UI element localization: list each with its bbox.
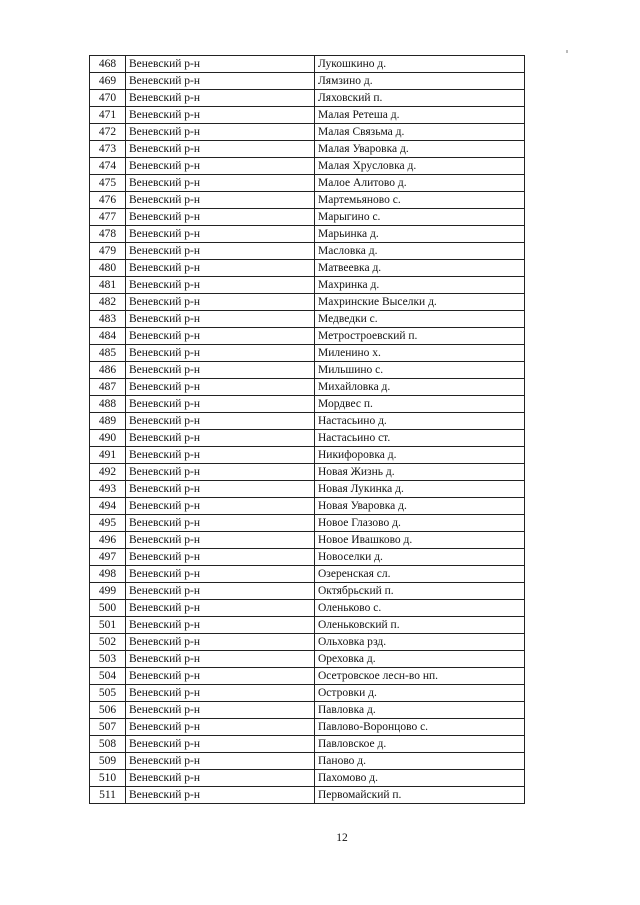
settlement-cell: Лукошкино д.	[315, 56, 525, 73]
table-row	[90, 56, 525, 73]
district-cell: Веневский р-н	[126, 413, 315, 430]
district-cell: Веневский р-н	[126, 515, 315, 532]
table-row	[90, 396, 525, 413]
district-cell: Веневский р-н	[126, 736, 315, 753]
district-cell: Веневский р-н	[126, 668, 315, 685]
row-number-cell: 510	[90, 770, 126, 787]
table-row	[90, 481, 525, 498]
table-row	[90, 243, 525, 260]
settlement-cell: Ольховка рзд.	[315, 634, 525, 651]
settlement-cell: Махринские Выселки д.	[315, 294, 525, 311]
settlements-table	[89, 55, 525, 804]
district-cell: Веневский р-н	[126, 311, 315, 328]
district-cell: Веневский р-н	[126, 260, 315, 277]
row-number-cell: 483	[90, 311, 126, 328]
table-row	[90, 566, 525, 583]
settlement-cell: Павловка д.	[315, 702, 525, 719]
settlement-cell: Октябрьский п.	[315, 583, 525, 600]
settlement-cell: Настасьино ст.	[315, 430, 525, 447]
settlement-cell: Осетровское лесн-во нп.	[315, 668, 525, 685]
row-number-cell: 470	[90, 90, 126, 107]
district-cell: Веневский р-н	[126, 379, 315, 396]
district-cell: Веневский р-н	[126, 430, 315, 447]
table-row	[90, 464, 525, 481]
table-row	[90, 498, 525, 515]
row-number-cell: 489	[90, 413, 126, 430]
settlement-cell: Малая Хрусловка д.	[315, 158, 525, 175]
settlement-cell: Медведки с.	[315, 311, 525, 328]
table-row	[90, 668, 525, 685]
settlement-cell: Махринка д.	[315, 277, 525, 294]
district-cell: Веневский р-н	[126, 226, 315, 243]
row-number-cell: 494	[90, 498, 126, 515]
table-row	[90, 294, 525, 311]
row-number-cell: 504	[90, 668, 126, 685]
district-cell: Веневский р-н	[126, 328, 315, 345]
settlement-cell: Малое Алитово д.	[315, 175, 525, 192]
row-number-cell: 478	[90, 226, 126, 243]
table-row	[90, 515, 525, 532]
settlement-cell: Мартемьяново с.	[315, 192, 525, 209]
row-number-cell: 509	[90, 753, 126, 770]
district-cell: Веневский р-н	[126, 124, 315, 141]
row-number-cell: 469	[90, 73, 126, 90]
table-row	[90, 583, 525, 600]
table-row	[90, 90, 525, 107]
settlement-cell: Паново д.	[315, 753, 525, 770]
row-number-cell: 474	[90, 158, 126, 175]
district-cell: Веневский р-н	[126, 243, 315, 260]
settlement-cell: Ореховка д.	[315, 651, 525, 668]
settlement-cell: Метростроевский п.	[315, 328, 525, 345]
settlement-cell: Матвеевка д.	[315, 260, 525, 277]
row-number-cell: 491	[90, 447, 126, 464]
settlement-cell: Павлово-Воронцово с.	[315, 719, 525, 736]
table-row	[90, 430, 525, 447]
district-cell: Веневский р-н	[126, 702, 315, 719]
row-number-cell: 505	[90, 685, 126, 702]
settlement-cell: Масловка д.	[315, 243, 525, 260]
district-cell: Веневский р-н	[126, 583, 315, 600]
district-cell: Веневский р-н	[126, 617, 315, 634]
district-cell: Веневский р-н	[126, 481, 315, 498]
table-row	[90, 447, 525, 464]
table-row	[90, 107, 525, 124]
settlement-cell: Ляховский п.	[315, 90, 525, 107]
district-cell: Веневский р-н	[126, 362, 315, 379]
settlement-cell: Лямзино д.	[315, 73, 525, 90]
district-cell: Веневский р-н	[126, 634, 315, 651]
row-number-cell: 476	[90, 192, 126, 209]
row-number-cell: 493	[90, 481, 126, 498]
row-number-cell: 502	[90, 634, 126, 651]
table-row	[90, 124, 525, 141]
district-cell: Веневский р-н	[126, 345, 315, 362]
settlement-cell: Новая Жизнь д.	[315, 464, 525, 481]
row-number-cell: 484	[90, 328, 126, 345]
settlement-cell: Оленьково с.	[315, 600, 525, 617]
row-number-cell: 485	[90, 345, 126, 362]
table-row	[90, 277, 525, 294]
settlement-cell: Настасьино д.	[315, 413, 525, 430]
settlement-cell: Озеренская сл.	[315, 566, 525, 583]
settlement-cell: Новая Лукинка д.	[315, 481, 525, 498]
district-cell: Веневский р-н	[126, 447, 315, 464]
row-number-cell: 496	[90, 532, 126, 549]
row-number-cell: 495	[90, 515, 126, 532]
table-row	[90, 311, 525, 328]
table-row	[90, 141, 525, 158]
table-row	[90, 175, 525, 192]
settlement-cell: Малая Связьма д.	[315, 124, 525, 141]
row-number-cell: 499	[90, 583, 126, 600]
settlement-cell: Малая Ретеша д.	[315, 107, 525, 124]
settlement-cell: Марыгино с.	[315, 209, 525, 226]
row-number-cell: 490	[90, 430, 126, 447]
settlement-cell: Новое Глазово д.	[315, 515, 525, 532]
district-cell: Веневский р-н	[126, 141, 315, 158]
table-row	[90, 702, 525, 719]
margin-mark	[566, 50, 568, 53]
row-number-cell: 479	[90, 243, 126, 260]
table-row	[90, 328, 525, 345]
table-row	[90, 617, 525, 634]
table-row	[90, 736, 525, 753]
row-number-cell: 486	[90, 362, 126, 379]
settlement-cell: Островки д.	[315, 685, 525, 702]
row-number-cell: 481	[90, 277, 126, 294]
table-row	[90, 226, 525, 243]
district-cell: Веневский р-н	[126, 549, 315, 566]
page-number: 12	[336, 832, 348, 844]
district-cell: Веневский р-н	[126, 600, 315, 617]
district-cell: Веневский р-н	[126, 685, 315, 702]
table-row	[90, 362, 525, 379]
settlement-cell: Павловское д.	[315, 736, 525, 753]
settlement-cell: Пахомово д.	[315, 770, 525, 787]
table-row	[90, 634, 525, 651]
row-number-cell: 475	[90, 175, 126, 192]
row-number-cell: 480	[90, 260, 126, 277]
district-cell: Веневский р-н	[126, 209, 315, 226]
table-row	[90, 770, 525, 787]
row-number-cell: 508	[90, 736, 126, 753]
district-cell: Веневский р-н	[126, 73, 315, 90]
settlements-table-body	[90, 56, 525, 804]
district-cell: Веневский р-н	[126, 719, 315, 736]
district-cell: Веневский р-н	[126, 90, 315, 107]
row-number-cell: 472	[90, 124, 126, 141]
district-cell: Веневский р-н	[126, 532, 315, 549]
table-row	[90, 158, 525, 175]
settlement-cell: Новое Ивашково д.	[315, 532, 525, 549]
settlement-cell: Малая Уваровка д.	[315, 141, 525, 158]
table-row	[90, 345, 525, 362]
district-cell: Веневский р-н	[126, 56, 315, 73]
district-cell: Веневский р-н	[126, 175, 315, 192]
settlement-cell: Оленьковский п.	[315, 617, 525, 634]
row-number-cell: 500	[90, 600, 126, 617]
district-cell: Веневский р-н	[126, 192, 315, 209]
settlement-cell: Михайловка д.	[315, 379, 525, 396]
row-number-cell: 503	[90, 651, 126, 668]
settlement-cell: Первомайский п.	[315, 787, 525, 804]
settlement-cell: Никифоровка д.	[315, 447, 525, 464]
district-cell: Веневский р-н	[126, 158, 315, 175]
table-row	[90, 260, 525, 277]
row-number-cell: 506	[90, 702, 126, 719]
table-row	[90, 787, 525, 804]
settlement-cell: Мордвес п.	[315, 396, 525, 413]
table-row	[90, 532, 525, 549]
row-number-cell: 468	[90, 56, 126, 73]
district-cell: Веневский р-н	[126, 396, 315, 413]
table-row	[90, 651, 525, 668]
district-cell: Веневский р-н	[126, 566, 315, 583]
row-number-cell: 507	[90, 719, 126, 736]
row-number-cell: 492	[90, 464, 126, 481]
table-row	[90, 73, 525, 90]
row-number-cell: 471	[90, 107, 126, 124]
table-row	[90, 719, 525, 736]
settlement-cell: Миленино х.	[315, 345, 525, 362]
table-row	[90, 549, 525, 566]
row-number-cell: 498	[90, 566, 126, 583]
row-number-cell: 473	[90, 141, 126, 158]
row-number-cell: 501	[90, 617, 126, 634]
table-row	[90, 753, 525, 770]
table-row	[90, 685, 525, 702]
settlement-cell: Новоселки д.	[315, 549, 525, 566]
district-cell: Веневский р-н	[126, 294, 315, 311]
table-row	[90, 209, 525, 226]
row-number-cell: 488	[90, 396, 126, 413]
row-number-cell: 477	[90, 209, 126, 226]
district-cell: Веневский р-н	[126, 753, 315, 770]
table-row	[90, 600, 525, 617]
table-row	[90, 413, 525, 430]
row-number-cell: 487	[90, 379, 126, 396]
district-cell: Веневский р-н	[126, 464, 315, 481]
district-cell: Веневский р-н	[126, 787, 315, 804]
row-number-cell: 511	[90, 787, 126, 804]
district-cell: Веневский р-н	[126, 498, 315, 515]
district-cell: Веневский р-н	[126, 277, 315, 294]
row-number-cell: 497	[90, 549, 126, 566]
row-number-cell: 482	[90, 294, 126, 311]
settlement-cell: Новая Уваровка д.	[315, 498, 525, 515]
district-cell: Веневский р-н	[126, 770, 315, 787]
district-cell: Веневский р-н	[126, 651, 315, 668]
district-cell: Веневский р-н	[126, 107, 315, 124]
table-row	[90, 192, 525, 209]
settlement-cell: Мильшино с.	[315, 362, 525, 379]
settlement-cell: Марьинка д.	[315, 226, 525, 243]
table-row	[90, 379, 525, 396]
